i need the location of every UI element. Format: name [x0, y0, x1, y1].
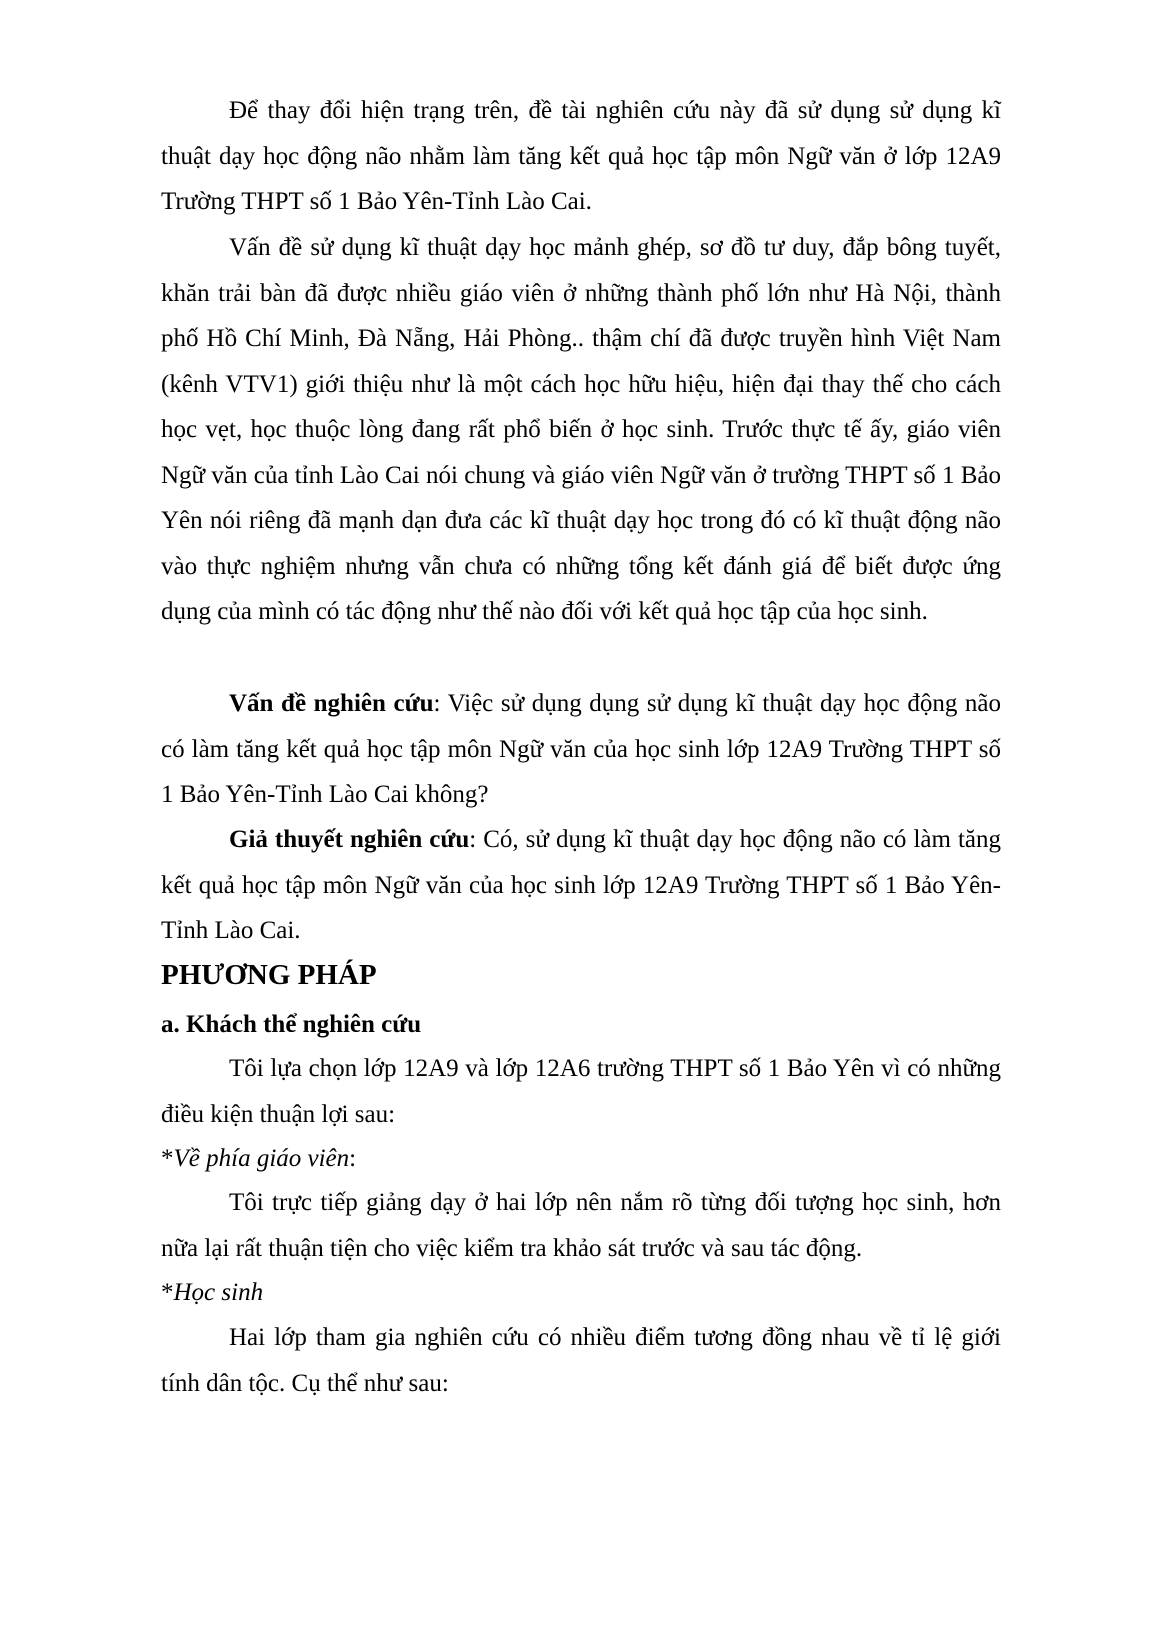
teacher-suffix: : — [349, 1145, 357, 1172]
heading-research-subject: a. Khách thể nghiên cứu — [161, 1011, 422, 1038]
hypothesis-label: Giả thuyết nghiên cứu — [229, 826, 470, 853]
paragraph-class-selection: Tôi lựa chọn lớp 12A9 và lớp 12A6 trường THPT số 1 Bảo Yên vì có những điều kiện thuận lợi sau: — [161, 1055, 1001, 1128]
label-teacher — [161, 1141, 356, 1177]
heading-method: PHƯƠNG PHÁP — [161, 959, 377, 991]
paragraph-research-question — [161, 681, 1001, 818]
paragraph-teacher: Tôi trực tiếp giảng dạy ở hai lớp nên nắm rõ từng đối tượng học sinh, hơn nữa lại rất thuận tiện cho việc kiểm tra khảo sát trước và sau tác động. — [161, 1189, 1001, 1262]
teacher-prefix: * — [161, 1145, 174, 1172]
research-question-text: : Việc sử dụng dụng sử dụng kĩ thuật dạy học động não có làm tăng kết quả học tập môn Ngữ văn của học sinh lớp 12A9 Trường THPT số 1 Bảo Yên-Tỉnh Lào Cai không? — [161, 690, 1001, 808]
research-question-label: Vấn đề nghiên cứu — [229, 690, 434, 717]
paragraph-intro: Để thay đổi hiện trạng trên, đề tài nghiên cứu này đã sử dụng sử dụng kĩ thuật dạy học động não nhằm làm tăng kết quả học tập môn Ngữ văn ở lớp 12A9 Trường THPT số 1 Bảo Yên-Tỉnh Lào Cai. — [161, 97, 1001, 215]
paragraph-hypothesis — [161, 817, 1001, 954]
paragraph-background: Vấn đề sử dụng kĩ thuật dạy học mảnh ghép, sơ đồ tư duy, đắp bông tuyết, khăn trải bàn đã được nhiều giáo viên ở những thành phố lớn như Hà Nội, thành phố Hồ Chí Minh, Đà Nẵng, Hải Phòng.. thậm chí đã được truyền hình Việt Nam (kênh VTV1) giới thiệu như là một cách học hữu hiệu, hiện đại thay thế cho cách học vẹt, học thuộc lòng đang rất phổ biến ở học sinh. Trước thực tế ấy, giáo viên Ngữ văn của tỉnh Lào Cai nói chung và giáo viên Ngữ văn ở trường THPT số 1 Bảo Yên nói riêng đã mạnh dạn đưa các kĩ thuật dạy học trong đó có kĩ thuật động não vào thực nghiệm nhưng vẫn chưa có những tổng kết đánh giá để biết được ứng dụng của mình có tác động như thế nào đối với kết quả học tập của học sinh. — [161, 234, 1001, 625]
student-prefix: * — [161, 1279, 174, 1306]
teacher-label: Về phía giáo viên — [173, 1145, 350, 1172]
hypothesis-text: : Có, sử dụng kĩ thuật dạy học động não có làm tăng kết quả học tập môn Ngữ văn của học sinh lớp 12A9 Trường THPT số 1 Bảo Yên-Tỉnh Lào Cai. — [161, 826, 1002, 944]
student-label: Học sinh — [173, 1279, 264, 1306]
paragraph-students: Hai lớp tham gia nghiên cứu có nhiều điểm tương đồng nhau về tỉ lệ giới tính dân tộc. Cụ thể như sau: — [161, 1324, 1001, 1397]
label-student — [161, 1275, 263, 1311]
